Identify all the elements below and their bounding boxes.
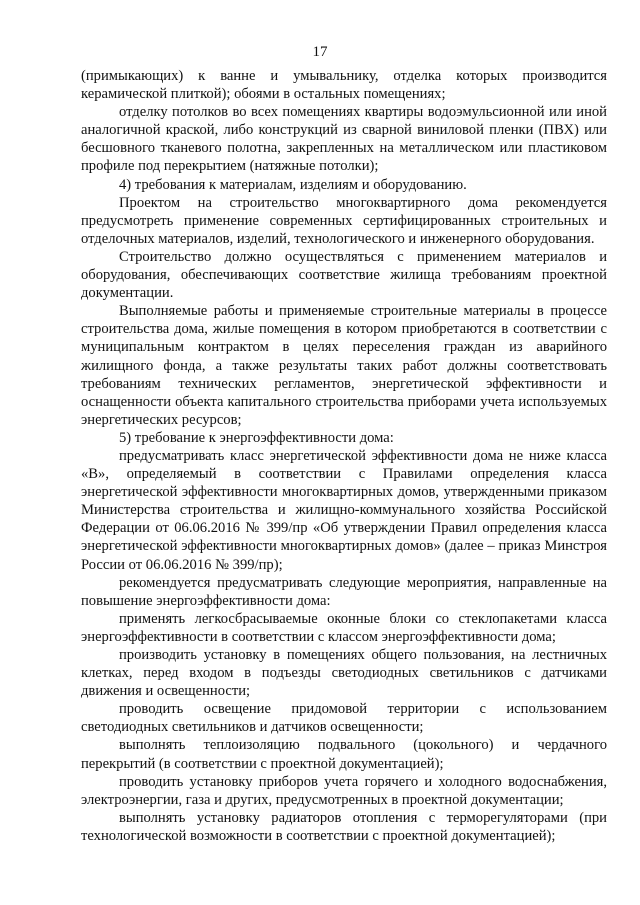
paragraph: производить установку в помещениях общего пользования, на лестничных клетках, перед входом в подъезды светодиодных светильников с датчиками движения и освещенности; [81, 647, 607, 700]
paragraph: Строительство должно осуществляться с применением материалов и оборудования, обеспечивающих соответствие жилища требованиям проектной документации. [81, 248, 607, 302]
paragraph: применять легкосбрасываемые оконные блоки со стеклопакетами класса энергоэффективности в соответствии с классом энергоэффективности дома; [81, 610, 607, 645]
paragraph: Выполняемые работы и применяемые строительные материалы в процессе строительства дома, жилые помещения в котором приобретаются в соответствии с муниципальным контрактом в целях переселения граждан из аварийного жилищного фонда, а также результаты таких работ должны соответствовать требованиям технических регламентов, энергетической эффективности и оснащенности объекта капитального строительства приборами учета используемых энергетических ресурсов; [81, 303, 607, 428]
paragraph: проводить установку приборов учета горячего и холодного водоснабжения, электроэнергии, газа и других, предусмотренных в проектной документации; [81, 773, 607, 808]
paragraph: выполнять теплоизоляцию подвального (цокольного) и чердачного перекрытий (в соответствии с проектной документацией); [81, 737, 607, 772]
paragraph: отделку потолков во всех помещениях квартиры водоэмульсионной или иной аналогичной краской, либо конструкций из сварной виниловой пленки (ПВХ) или бесшовного тканевого полотна, закрепленных на металлическом или пластиковом профиле под перекрытием (натяжные потолки); [81, 104, 607, 175]
paragraph: (примыкающих) к ванне и умывальнику, отделка которых производится керамической плиткой); обоями в остальных помещениях; [81, 68, 607, 103]
document-body [81, 67, 607, 845]
paragraph: проводить освещение придомовой территории с использованием светодиодных светильников и датчиков освещенности; [81, 701, 607, 736]
paragraph: выполнять установку радиаторов отопления с терморегуляторами (при технологической возможности в соответствии с проектной документацией); [81, 809, 607, 844]
page-number: 17 [312, 44, 328, 60]
section-heading: 4) требования к материалам, изделиям и оборудованию. [119, 176, 467, 193]
paragraph: предусматривать класс энергетической эффективности дома не ниже класса «В», определяемый в соответствии с Правилами определения класса энергетической эффективности многоквартирных домов, утвержденными приказом Министерства строительства и жилищно-коммунального хозяйства Российской Федерации от 06.06.2016 № 399/пр «Об утверждении Правил определения класса энергетической эффективности многоквартирных домов» (далее – приказ Минстроя России от 06.06.2016 № 399/пр); [81, 447, 607, 573]
section-heading: 5) требование к энергоэффективности дома: [119, 429, 394, 446]
paragraph: Проектом на строительство многоквартирного дома рекомендуется предусмотреть применение современных сертифицированных строительных и отделочных материалов, изделий, технологического и инженерного оборудования. [81, 194, 607, 247]
paragraph: рекомендуется предусматривать следующие мероприятия, направленные на повышение энергоэффективности дома: [81, 574, 607, 609]
